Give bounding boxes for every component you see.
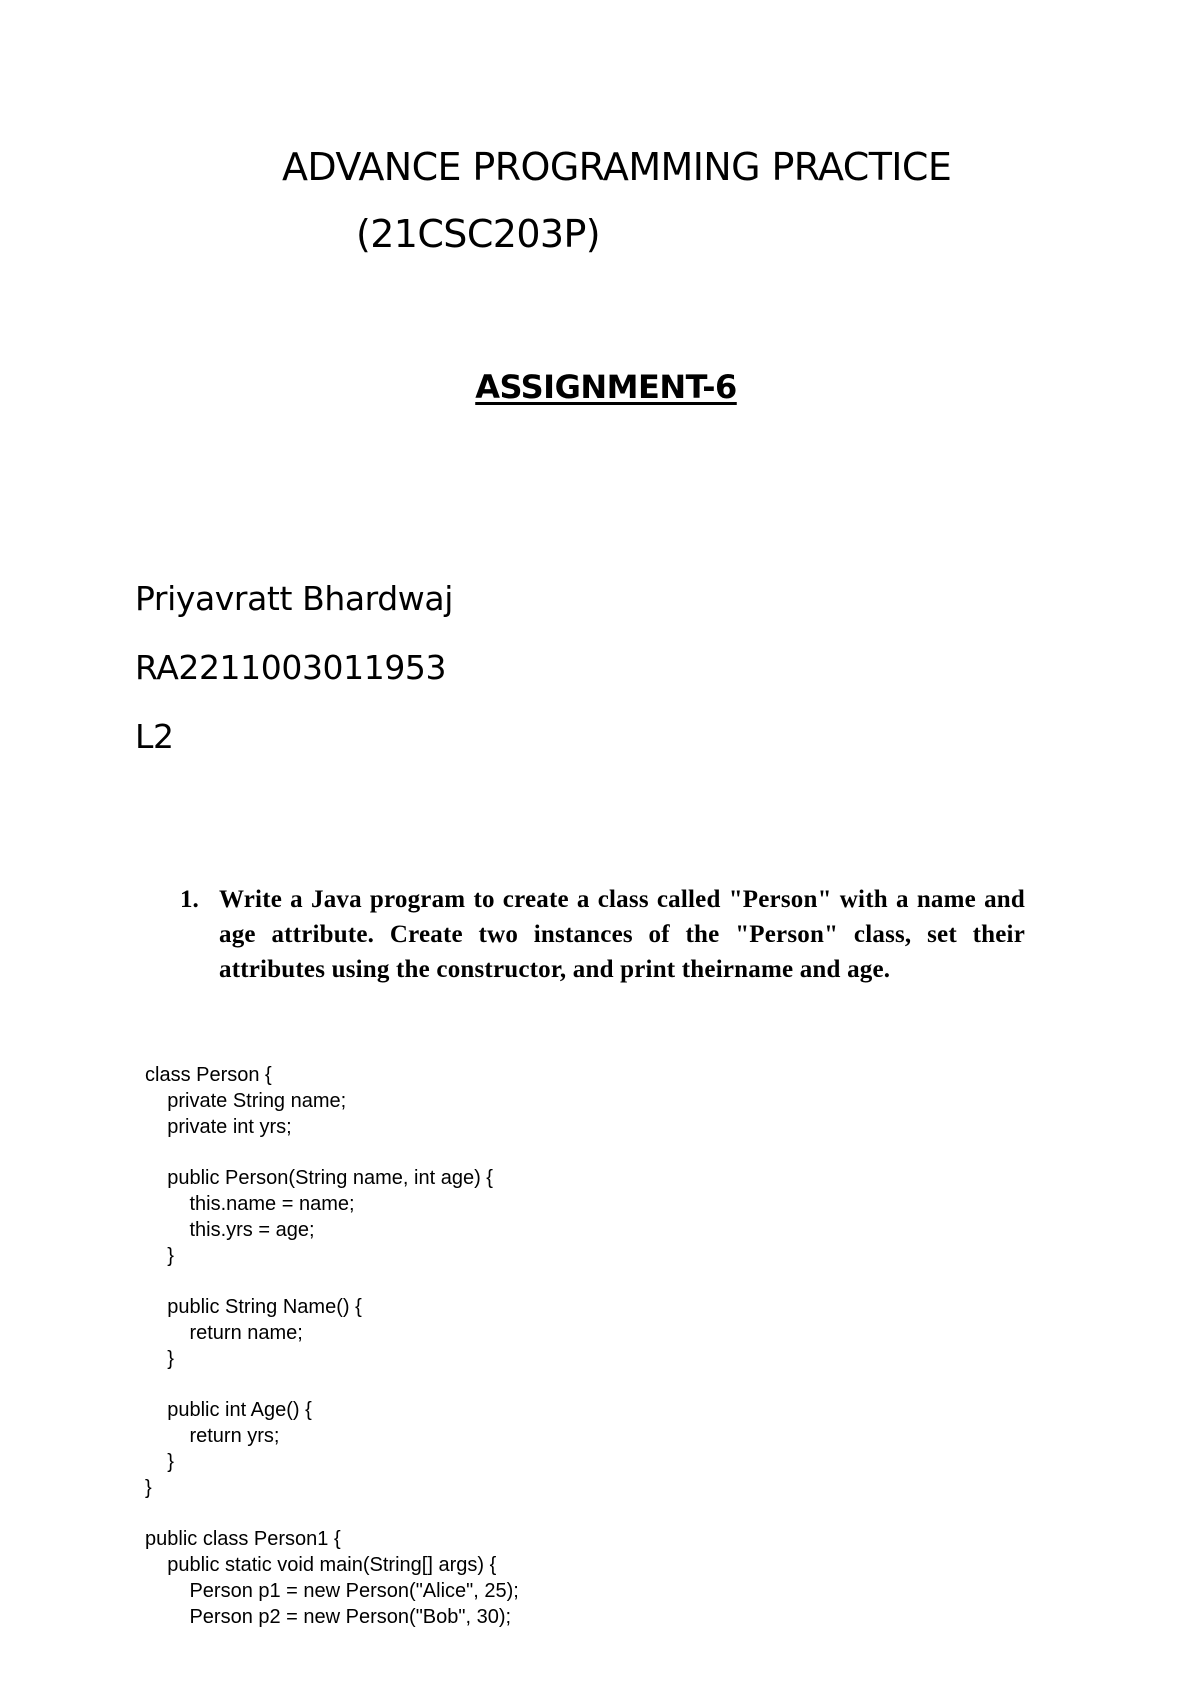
code-block xyxy=(145,1063,519,1631)
code-line: public static void main(String[] args) { xyxy=(145,1554,497,1577)
document-title: ADVANCE PROGRAMMING PRACTICE xyxy=(282,145,952,189)
code-line: class Person { xyxy=(145,1064,272,1086)
code-line: return yrs; xyxy=(145,1425,280,1448)
code-line: return name; xyxy=(145,1321,303,1344)
code-line: public String Name() { xyxy=(145,1296,362,1319)
register-number: RA2211003011953 xyxy=(135,648,447,687)
question-number: 1. xyxy=(180,886,199,913)
code-line: private int yrs; xyxy=(145,1115,292,1138)
question-1 xyxy=(180,882,1025,987)
section-label: L2 xyxy=(135,717,174,756)
code-line xyxy=(145,1140,519,1166)
code-line: } xyxy=(145,1244,174,1267)
code-line: } xyxy=(145,1450,174,1473)
code-line: Person p1 = new Person("Alice", 25); xyxy=(145,1579,519,1602)
code-line: } xyxy=(145,1347,174,1370)
assignment-heading: ASSIGNMENT-6 xyxy=(475,368,737,406)
student-name: Priyavratt Bhardwaj xyxy=(135,579,453,618)
code-line: public Person(String name, int age) { xyxy=(145,1167,493,1190)
code-line xyxy=(145,1373,519,1399)
question-text: Write a Java program to create a class called "Person" with a name and age attribute. Create two instances of the "Person" class, set their attributes using the constructor, and print theirname and age. xyxy=(219,886,1025,983)
course-code: (21CSC203P) xyxy=(356,212,601,256)
code-line xyxy=(145,1269,519,1295)
code-line: private String name; xyxy=(145,1089,347,1112)
code-line: Person p2 = new Person("Bob", 30); xyxy=(145,1605,512,1628)
code-line: this.yrs = age; xyxy=(145,1218,315,1241)
code-line xyxy=(145,1502,519,1528)
code-line: public class Person1 { xyxy=(145,1528,341,1551)
code-line: this.name = name; xyxy=(145,1192,355,1215)
code-line: public int Age() { xyxy=(145,1399,312,1422)
code-line: } xyxy=(145,1476,152,1499)
